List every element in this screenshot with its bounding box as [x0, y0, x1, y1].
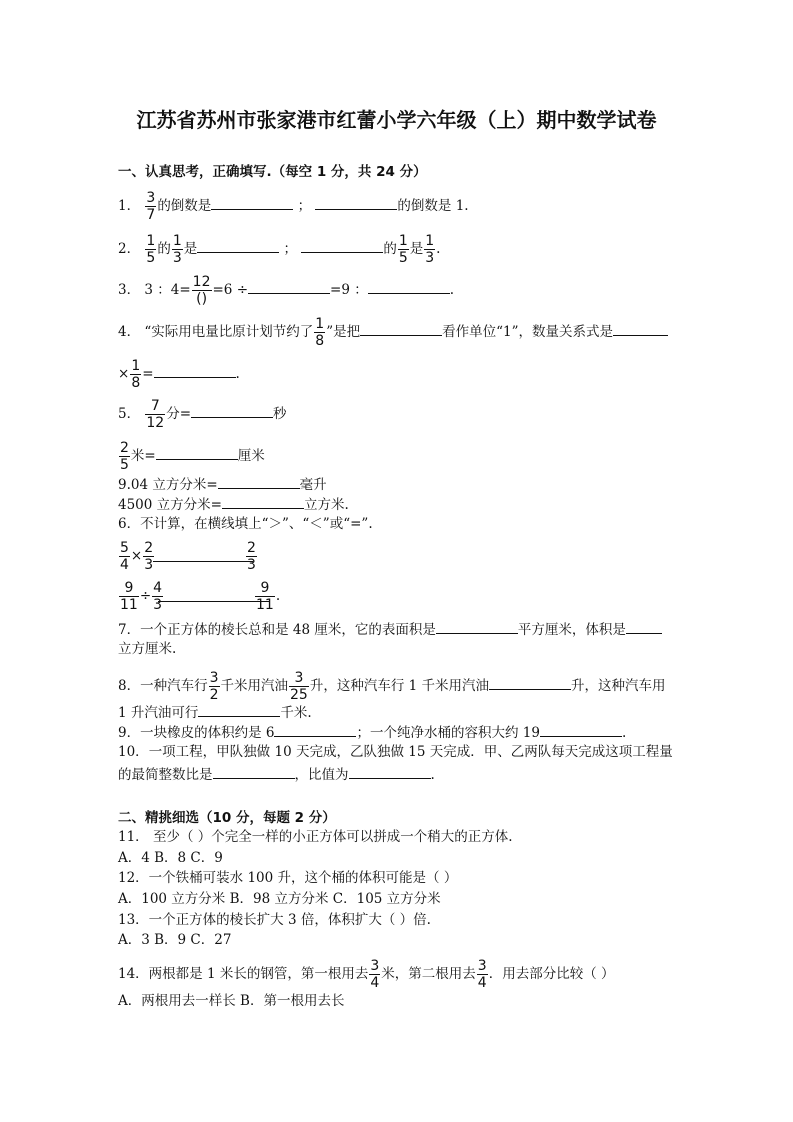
answer-blank[interactable]	[301, 239, 383, 253]
question-14-options[interactable]: A．两根用去一样长 B．第一根用去长	[118, 993, 345, 1009]
answer-blank[interactable]	[191, 404, 273, 418]
question-3: 3． 3 ：4= $\frac{12}{()}$ =6 ÷ =9 ： .	[118, 274, 455, 307]
question-9: 9．一块橡皮的体积约是 6 ；一个纯净水桶的容积大约 19 .	[118, 725, 627, 741]
question-1: 1． $\frac{3}{7}$ 的倒数是 ； 的倒数是 1.	[118, 190, 469, 223]
question-11-options[interactable]: A．4 B．8 C．9	[118, 850, 223, 866]
fraction: $\frac{3}{25}$	[290, 670, 308, 703]
question-2: 2． $\frac{1}{5}$ 的 $\frac{1}{3}$ 是 ； 的 $\frac{1}{5}$ 是 $\frac{1}{3}$ .	[118, 233, 441, 266]
answer-blank[interactable]	[211, 196, 293, 210]
question-5: 5． $\frac{7}{12}$ 分= 秒	[118, 398, 287, 431]
answer-blank[interactable]	[218, 475, 300, 489]
page-title: 江苏省苏州市张家港市红蕾小学六年级（上）期中数学试卷	[136, 108, 657, 132]
fraction: $\frac{1}{5}$	[146, 233, 156, 266]
answer-blank[interactable]	[360, 322, 442, 336]
question-14: 14．两根都是 1 米长的钢管，第一根用去 $\frac{3}{4}$ 米，第二根用去 $\frac{3}{4}$ ．用去部分比较（ ）	[118, 958, 615, 991]
answer-blank[interactable]	[368, 280, 450, 294]
answer-blank[interactable]	[154, 364, 236, 378]
question-4-cont: × $\frac{1}{8}$ = .	[118, 358, 240, 391]
question-5-line-4: 4500 立方分米= 立方米.	[118, 497, 349, 513]
fraction: $\frac{4}{3}$	[153, 580, 163, 613]
question-10-cont: 的最简整数比是 ，比值为 .	[118, 767, 435, 783]
question-5-line-2: $\frac{2}{5}$ 米= 厘米	[120, 440, 265, 473]
fraction: $\frac{9}{11}$	[256, 580, 274, 613]
fraction: $\frac{12}{()}$	[192, 274, 211, 307]
question-8-cont: 1 升汽油可行 千米.	[118, 705, 312, 721]
fraction: $\frac{3}{4}$	[477, 958, 487, 991]
fraction: $\frac{3}{2}$	[209, 670, 219, 703]
answer-blank[interactable]	[213, 765, 295, 779]
answer-blank[interactable]	[315, 196, 397, 210]
question-6: 6．不计算，在横线填上“＞”、“＜”或“=”.	[118, 516, 373, 532]
fraction: $\frac{3}{7}$	[146, 190, 156, 223]
question-13: 13．一个正方体的棱长扩大 3 倍，体积扩大（ ）倍.	[118, 912, 431, 928]
answer-blank[interactable]	[156, 446, 238, 460]
section-1-heading: 一、认真思考，正确填写.（每空 1 分，共 24 分）	[118, 164, 427, 180]
answer-blank[interactable]	[349, 765, 431, 779]
question-11: 11． 至少（ ）个完全一样的小正方体可以拼成一个稍大的正方体.	[118, 829, 513, 845]
answer-blank[interactable]	[198, 703, 280, 717]
fraction: $\frac{1}{8}$	[315, 316, 325, 349]
fraction: $\frac{2}{3}$	[144, 540, 154, 573]
fraction: $\frac{2}{3}$	[247, 540, 256, 573]
question-13-options[interactable]: A．3 B．9 C．27	[118, 932, 232, 948]
question-6-row-2-right: $\frac{9}{11}$ .	[256, 580, 281, 613]
question-10: 10．一项工程，甲队独做 10 天完成，乙队独做 15 天完成．甲、乙两队每天完成这项工程量	[118, 744, 673, 760]
answer-blank[interactable]	[436, 620, 518, 634]
fraction: $\frac{3}{4}$	[370, 958, 380, 991]
question-5-line-3: 9.04 立方分米= 毫升	[118, 477, 327, 493]
answer-blank[interactable]	[248, 280, 330, 294]
q-number: 1．	[118, 198, 141, 214]
fraction: $\frac{2}{5}$	[120, 440, 129, 473]
question-12-options[interactable]: A．100 立方分米 B．98 立方分米 C．105 立方分米	[118, 891, 441, 907]
section-2-heading: 二、精挑细选（10 分，每题 2 分）	[118, 810, 336, 826]
question-7: 7．一个正方体的棱长总和是 48 厘米，它的表面积是 平方厘米，体积是	[118, 620, 662, 639]
question-6-row-1: $\frac{5}{4}$ × $\frac{2}{3}$	[120, 540, 154, 573]
fraction: $\frac{7}{12}$	[146, 398, 165, 431]
answer-blank[interactable]	[222, 495, 304, 509]
answer-blank[interactable]	[626, 620, 662, 634]
fraction: $\frac{1}{8}$	[131, 358, 141, 391]
question-6-row-2: $\frac{9}{11}$ ÷ $\frac{4}{3}$	[120, 580, 163, 613]
compare-blank[interactable]	[153, 561, 253, 562]
answer-blank[interactable]	[489, 676, 571, 690]
question-7-cont: 立方厘米.	[118, 641, 177, 657]
fraction: $\frac{9}{11}$	[120, 580, 138, 613]
question-8: 8．一种汽车行 $\frac{3}{2}$ 千米用汽油 $\frac{3}{25}$ 升，这种汽车行 1 千米用汽油 升，这种汽车用	[118, 670, 666, 703]
answer-blank[interactable]	[613, 322, 668, 336]
answer-blank[interactable]	[540, 723, 622, 737]
question-12: 12．一个铁桶可装水 100 升，这个桶的体积可能是（ ）	[118, 870, 458, 886]
fraction: $\frac{1}{3}$	[425, 233, 435, 266]
answer-blank[interactable]	[197, 239, 279, 253]
fraction: $\frac{5}{4}$	[120, 540, 129, 573]
question-6-row-1-right	[245, 540, 258, 573]
answer-blank[interactable]	[274, 723, 356, 737]
question-4: 4． “实际用电量比原计划节约了 $\frac{1}{8}$ ”是把 看作单位“1”，数量关系式是	[118, 316, 668, 349]
fraction: $\frac{1}{5}$	[398, 233, 408, 266]
fraction: $\frac{1}{3}$	[172, 233, 182, 266]
